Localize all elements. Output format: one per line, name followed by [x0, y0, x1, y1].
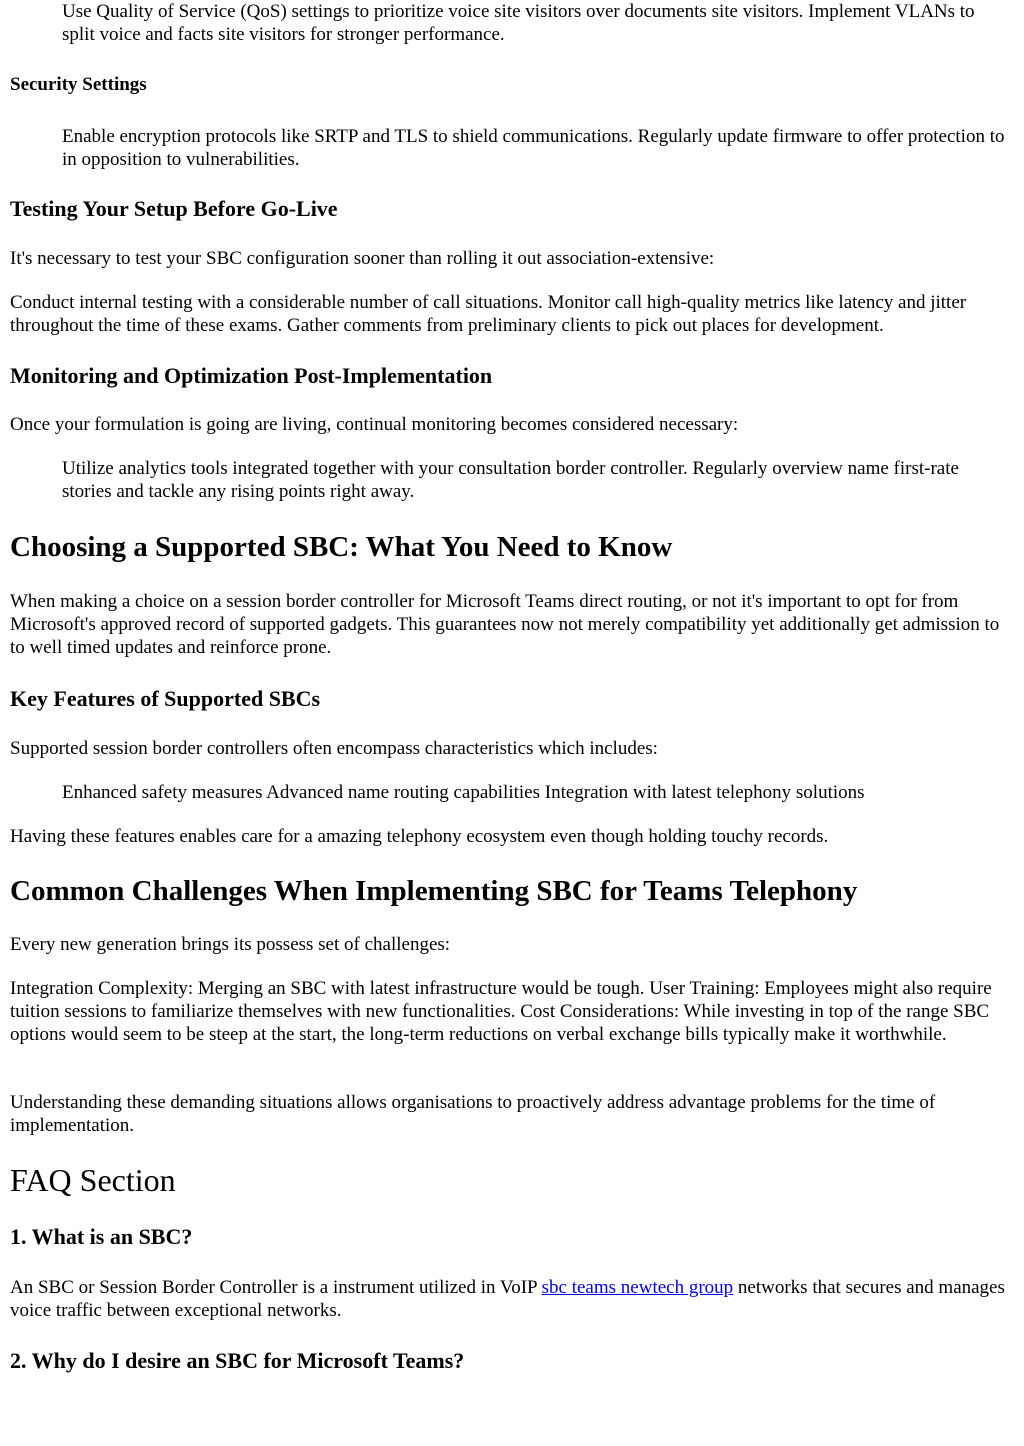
monitoring-intro: Once your formulation is going are living, continual monitoring becomes considered necessary:	[10, 414, 739, 435]
key-features-intro: Supported session border controllers often encompass characteristics which includes:	[10, 738, 658, 759]
sbc-teams-newtech-group-link[interactable]: sbc teams newtech group	[541, 1277, 734, 1298]
challenges-paragraph: Integration Complexity: Merging an SBC with latest infrastructure would be tough. User Training: Employees might also require tuition sessions to familiarize themselves with new functionalities. Cost Considerations: While investing in top of the range SBC options would seem to be steep at the start, the long-term reductions on verbal exchange bills typically make it worthwhile.	[10, 978, 992, 1045]
testing-paragraph: Conduct internal testing with a considerable number of call situations. Monitor call high-quality metrics like latency and jitter throughout the time of these exams. Gather comments from preliminary clients to pick out places for development.	[10, 292, 967, 336]
key-features-heading: Key Features of Supported SBCs	[10, 686, 321, 711]
faq-answer-1-text-after: networks that secures and manages voice traffic between exceptional networks.	[10, 1277, 1005, 1321]
security-paragraph: Enable encryption protocols like SRTP and TLS to shield communications. Regularly update firmware to offer protection to in opposition to vulnerabilities.	[62, 126, 1005, 170]
security-settings-heading: Security Settings	[10, 74, 147, 95]
key-features-list: Enhanced safety measures Advanced name routing capabilities Integration with latest telephony solutions	[62, 782, 865, 803]
choosing-sbc-paragraph: When making a choice on a session border controller for Microsoft Teams direct routing, or not it's important to opt for from Microsoft's approved record of supported gadgets. This guarantees now not merely compatibility yet additionally get admission to to well timed updates and reinforce prone.	[10, 591, 1000, 658]
challenges-outro: Understanding these demanding situations allows organisations to proactively address advantage problems for the time of implementation.	[10, 1092, 936, 1136]
qos-paragraph: Use Quality of Service (QoS) settings to prioritize voice site visitors over documents site visitors. Implement VLANs to split voice and facts site visitors for stronger performance.	[62, 1, 975, 45]
faq-answer-1	[10, 1276, 1014, 1322]
challenges-intro: Every new generation brings its possess set of challenges:	[10, 934, 451, 955]
testing-intro: It's necessary to test your SBC configuration sooner than rolling it out association-extensive:	[10, 248, 715, 269]
testing-heading: Testing Your Setup Before Go-Live	[10, 196, 338, 221]
challenges-heading: Common Challenges When Implementing SBC for Teams Telephony	[10, 875, 858, 907]
monitoring-heading: Monitoring and Optimization Post-Implementation	[10, 363, 493, 388]
choosing-sbc-heading: Choosing a Supported SBC: What You Need to Know	[10, 531, 673, 563]
faq-heading: FAQ Section	[10, 1162, 176, 1198]
faq-question-1: 1. What is an SBC?	[10, 1224, 193, 1249]
monitoring-paragraph: Utilize analytics tools integrated together with your consultation border controller. Regularly overview name first-rate stories and tackle any rising points right away.	[62, 458, 959, 502]
faq-question-2: 2. Why do I desire an SBC for Microsoft Teams?	[10, 1348, 465, 1373]
faq-answer-1-text-before: An SBC or Session Border Controller is a instrument utilized in VoIP	[10, 1277, 542, 1298]
key-features-outro: Having these features enables care for a amazing telephony ecosystem even though holding touchy records.	[10, 826, 829, 847]
